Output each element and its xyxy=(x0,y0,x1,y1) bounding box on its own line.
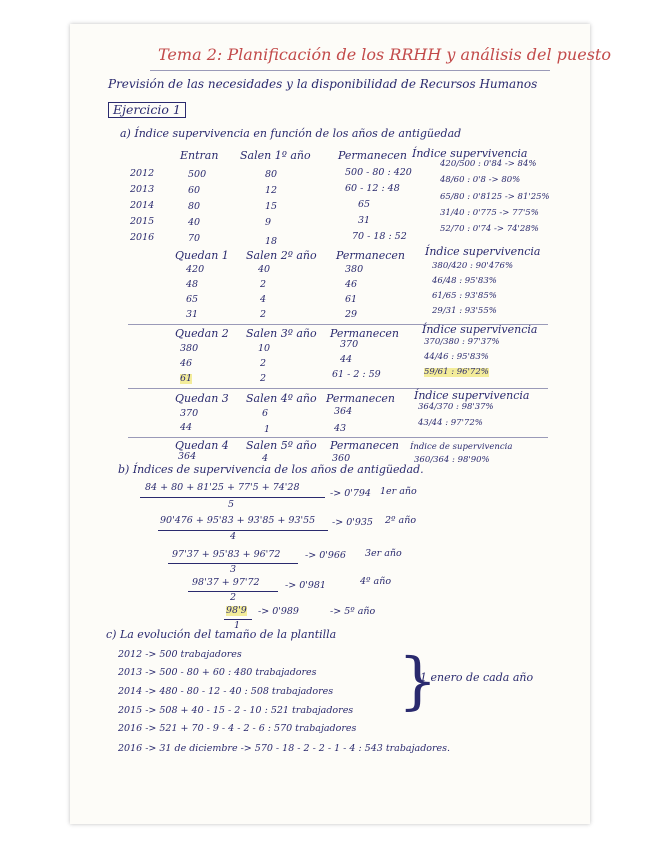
b3-denominator: 3 xyxy=(230,564,237,575)
t1-indice: 52/70 : 0'74 -> 74'28% xyxy=(440,224,539,234)
t1-salen: 18 xyxy=(265,236,278,247)
c-line: 2015 -> 508 + 40 - 15 - 2 - 10 : 521 trabajadores xyxy=(118,705,354,716)
t3-header-permanecen: Permanecen xyxy=(330,327,400,340)
t2-indice: 29/31 : 93'55% xyxy=(432,306,497,316)
t2-header-quedan: Quedan 1 xyxy=(175,249,229,262)
b2-numerator: 90'476 + 95'83 + 93'85 + 93'55 xyxy=(160,515,316,526)
t3-permanecen: 44 xyxy=(340,354,353,365)
section-c-heading: c) La evolución del tamaño de la plantilla xyxy=(106,628,337,641)
t3-quedan: 61 xyxy=(180,373,193,384)
t4-header-permanecen: Permanecen xyxy=(326,392,396,405)
t1-year: 2014 xyxy=(130,200,155,211)
b2-denominator: 4 xyxy=(230,531,237,542)
t4-salen: 1 xyxy=(264,424,271,435)
t1-salen: 9 xyxy=(265,217,272,228)
t4-header-salen: Salen 4º año xyxy=(246,392,317,405)
t1-header-permanecen: Permanecen xyxy=(338,149,408,162)
t1-indice: 31/40 : 0'775 -> 77'5% xyxy=(440,208,539,218)
b5-numerator: 98'9 xyxy=(226,605,247,616)
t1-indice: 65/80 : 0'8125 -> 81'25% xyxy=(440,192,550,202)
t2-indice: 61/65 : 93'85% xyxy=(432,291,497,301)
t1-header-indice: Índice supervivencia xyxy=(412,147,528,160)
t2-quedan: 48 xyxy=(186,279,199,290)
t2-permanecen: 380 xyxy=(345,264,364,275)
b2-label: 2º año xyxy=(385,515,417,526)
t5-header-salen: Salen 5º año xyxy=(246,439,317,452)
t4-header-quedan: Quedan 3 xyxy=(175,392,229,405)
notebook-page xyxy=(70,24,590,824)
t4-quedan: 44 xyxy=(180,422,193,433)
t4-header-indice: Índice supervivencia xyxy=(414,389,530,402)
t3-header-indice: Índice supervivencia xyxy=(422,323,538,336)
t1-permanecen: 31 xyxy=(358,215,371,226)
table-divider xyxy=(128,437,548,438)
t1-year: 2012 xyxy=(130,168,155,179)
t5-header-quedan: Quedan 4 xyxy=(175,439,229,452)
b3-result: -> 0'966 xyxy=(305,550,346,561)
t5-salen: 4 xyxy=(262,453,269,464)
b5-label: -> 5º año xyxy=(330,606,376,617)
page-title: Tema 2: Planificación de los RRHH y análisis del puesto xyxy=(158,45,611,64)
t1-entran: 70 xyxy=(188,233,201,244)
c-line: 2014 -> 480 - 80 - 12 - 40 : 508 trabajadores xyxy=(118,686,334,697)
t1-header-salen: Salen 1º año xyxy=(240,149,311,162)
c-line: 2016 -> 31 de diciembre -> 570 - 18 - 2 - 2 - 1 - 4 : 543 trabajadores. xyxy=(118,743,451,754)
b3-label: 3er año xyxy=(365,548,402,559)
t3-salen: 2 xyxy=(260,358,267,369)
t2-indice: 380/420 : 90'476% xyxy=(432,261,514,271)
t3-quedan: 46 xyxy=(180,358,193,369)
t4-quedan: 370 xyxy=(180,408,199,419)
t1-entran: 500 xyxy=(188,169,207,180)
t2-header-salen: Salen 2º año xyxy=(246,249,317,262)
t4-salen: 6 xyxy=(262,408,269,419)
c-line: 2016 -> 521 + 70 - 9 - 4 - 2 - 6 : 570 trabajadores xyxy=(118,723,357,734)
t1-permanecen: 500 - 80 : 420 xyxy=(345,167,412,178)
b3-numerator: 97'37 + 95'83 + 96'72 xyxy=(172,549,281,560)
c-line: 2013 -> 500 - 80 + 60 : 480 trabajadores xyxy=(118,667,317,678)
t3-indice: 44/46 : 95'83% xyxy=(424,352,489,362)
t4-indice: 364/370 : 98'37% xyxy=(418,402,494,412)
t1-salen: 15 xyxy=(265,201,278,212)
t3-indice: 59/61 : 96'72% xyxy=(424,367,489,377)
curly-brace: } xyxy=(398,644,438,717)
t1-salen: 12 xyxy=(265,185,278,196)
c-line: 2012 -> 500 trabajadores xyxy=(118,649,242,660)
b4-numerator: 98'37 + 97'72 xyxy=(192,577,260,588)
t2-salen: 40 xyxy=(258,264,271,275)
b1-label: 1er año xyxy=(380,486,417,497)
t2-header-permanecen: Permanecen xyxy=(336,249,406,262)
t4-permanecen: 364 xyxy=(334,406,353,417)
b4-result: -> 0'981 xyxy=(285,580,326,591)
t2-salen: 4 xyxy=(260,294,267,305)
t5-permanecen: 360 xyxy=(332,453,351,464)
t1-permanecen: 70 - 18 : 52 xyxy=(352,231,407,242)
t1-year: 2016 xyxy=(130,232,155,243)
t2-header-indice: Índice supervivencia xyxy=(425,245,541,258)
t5-quedan: 364 xyxy=(178,451,197,462)
t2-quedan: 420 xyxy=(186,264,205,275)
b2-fraction-bar xyxy=(158,530,328,531)
b1-numerator: 84 + 80 + 81'25 + 77'5 + 74'28 xyxy=(145,482,300,493)
t2-quedan: 31 xyxy=(186,309,199,320)
t2-salen: 2 xyxy=(260,309,267,320)
b2-result: -> 0'935 xyxy=(332,517,373,528)
t4-permanecen: 43 xyxy=(334,423,347,434)
t1-year: 2015 xyxy=(130,216,155,227)
t2-indice: 46/48 : 95'83% xyxy=(432,276,497,286)
b4-label: 4º año xyxy=(360,576,392,587)
b5-denominator: 1 xyxy=(234,620,241,631)
section-a-heading: a) Índice supervivencia en función de los años de antigüedad xyxy=(120,127,462,140)
t1-entran: 60 xyxy=(188,185,201,196)
t1-indice: 420/500 : 0'84 -> 84% xyxy=(440,159,537,169)
b1-result: -> 0'794 xyxy=(330,488,371,499)
t5-header-indice: Índice de supervivencia xyxy=(410,442,513,452)
exercise-label: Ejercicio 1 xyxy=(108,102,186,118)
t3-permanecen: 370 xyxy=(340,339,359,350)
t2-permanecen: 61 xyxy=(345,294,358,305)
b4-denominator: 2 xyxy=(230,592,237,603)
t3-quedan: 380 xyxy=(180,343,199,354)
t2-salen: 2 xyxy=(260,279,267,290)
brace-note: 1 enero de cada año xyxy=(420,671,534,684)
t2-quedan: 65 xyxy=(186,294,199,305)
b5-result: -> 0'989 xyxy=(258,606,299,617)
t2-permanecen: 29 xyxy=(345,309,358,320)
subtitle: Previsión de las necesidades y la disponibilidad de Recursos Humanos xyxy=(108,77,538,91)
t1-permanecen: 65 xyxy=(358,199,371,210)
t4-indice: 43/44 : 97'72% xyxy=(418,418,483,428)
section-b-heading: b) Índices de supervivencia de los años de antigüedad. xyxy=(118,463,424,476)
t1-salen: 80 xyxy=(265,169,278,180)
t1-entran: 40 xyxy=(188,217,201,228)
t1-header-entran: Entran xyxy=(180,149,219,162)
t3-header-quedan: Quedan 2 xyxy=(175,327,229,340)
t3-header-salen: Salen 3º año xyxy=(246,327,317,340)
t3-salen: 2 xyxy=(260,373,267,384)
t3-indice: 370/380 : 97'37% xyxy=(424,337,500,347)
t1-entran: 80 xyxy=(188,201,201,212)
t1-indice: 48/60 : 0'8 -> 80% xyxy=(440,175,521,185)
b1-fraction-bar xyxy=(140,497,325,498)
t5-header-permanecen: Permanecen xyxy=(330,439,400,452)
t1-year: 2013 xyxy=(130,184,155,195)
t3-permanecen: 61 - 2 : 59 xyxy=(332,369,381,380)
b1-denominator: 5 xyxy=(228,499,235,510)
title-underline xyxy=(150,70,550,71)
t3-salen: 10 xyxy=(258,343,271,354)
t1-permanecen: 60 - 12 : 48 xyxy=(345,183,400,194)
t2-permanecen: 46 xyxy=(345,279,358,290)
t5-indice: 360/364 : 98'90% xyxy=(414,455,490,465)
